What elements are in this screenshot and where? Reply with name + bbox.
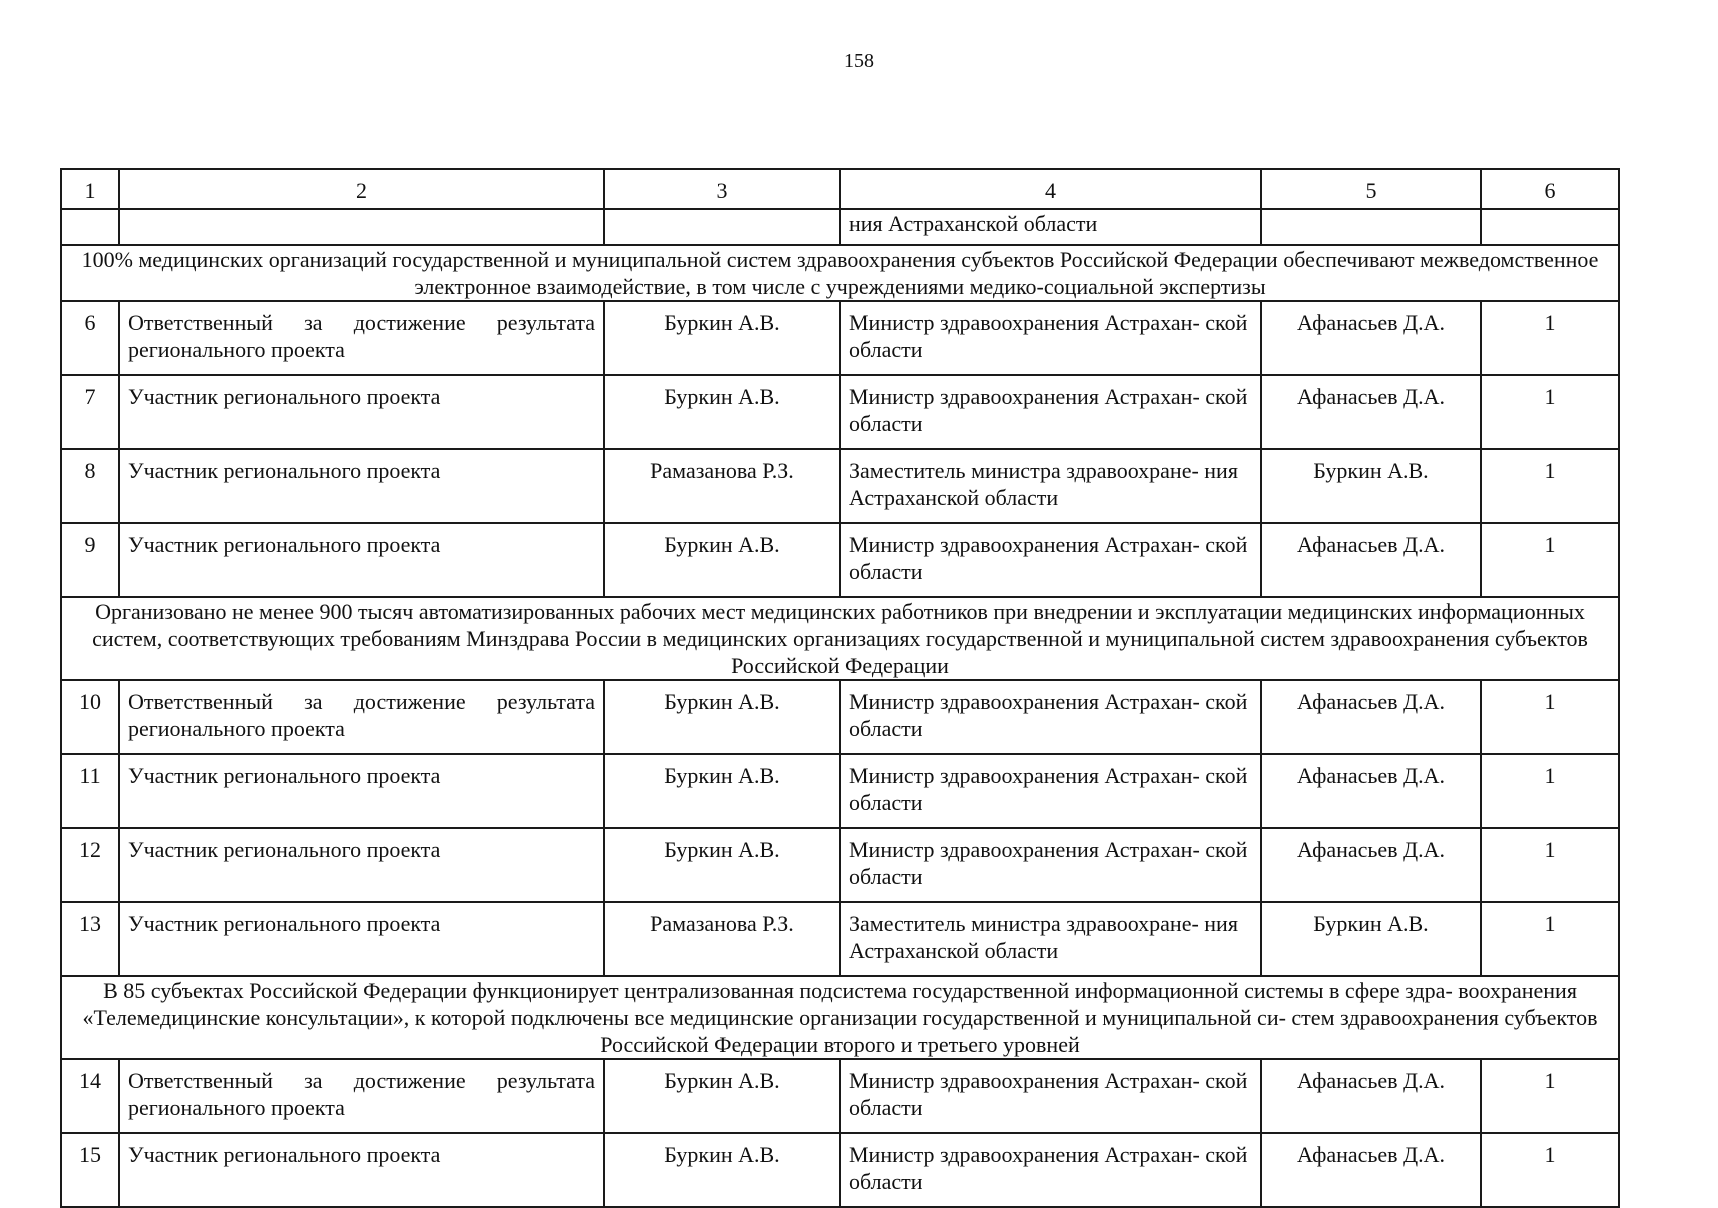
column-number-6: 6 (1481, 169, 1619, 209)
cell-person: Буркин А.В. (604, 828, 840, 902)
column-number-5: 5 (1261, 169, 1481, 209)
responsibility-table (60, 168, 1620, 1208)
cell-person: Буркин А.В. (604, 1059, 840, 1133)
column-number-4: 4 (840, 169, 1261, 209)
cell-number: 8 (61, 449, 119, 523)
table-row (61, 1133, 1619, 1207)
cell-number: 10 (61, 680, 119, 754)
cell-position: ния Астраханской области (840, 209, 1261, 245)
cell-position: Министр здравоохранения Астрахан- ской области (840, 680, 1261, 754)
section-heading: В 85 субъектах Российской Федерации функционирует централизованная подсистема государственной информационной системы в сфере здра- воохранения «Телемедицинские консультации», к которой подключены все медицинские организации государственной и муниципальной си- стем здравоохранения субъектов Российской Федерации второго и третьего уровней (61, 976, 1619, 1059)
cell-position: Министр здравоохранения Астрахан- ской области (840, 375, 1261, 449)
cell-share: 1 (1481, 301, 1619, 375)
cell-supervisor (1261, 209, 1481, 245)
cell-position: Министр здравоохранения Астрахан- ской области (840, 301, 1261, 375)
cell-number (61, 209, 119, 245)
cell-role: Участник регионального проекта (119, 1133, 604, 1207)
cell-number: 12 (61, 828, 119, 902)
table-row (61, 523, 1619, 597)
cell-number: 14 (61, 1059, 119, 1133)
cell-role: Ответственный за достижение результата регионального проекта (119, 301, 604, 375)
table-row (61, 754, 1619, 828)
cell-number: 6 (61, 301, 119, 375)
cell-person: Буркин А.В. (604, 523, 840, 597)
cell-share: 1 (1481, 449, 1619, 523)
cell-supervisor: Афанасьев Д.А. (1261, 301, 1481, 375)
table-row (61, 902, 1619, 976)
cell-position: Министр здравоохранения Астрахан- ской области (840, 523, 1261, 597)
cell-share: 1 (1481, 375, 1619, 449)
cell-supervisor: Буркин А.В. (1261, 449, 1481, 523)
cell-person: Буркин А.В. (604, 301, 840, 375)
cell-number: 9 (61, 523, 119, 597)
table-row (61, 1059, 1619, 1133)
cell-role: Участник регионального проекта (119, 375, 604, 449)
section-row (61, 597, 1619, 680)
cell-share: 1 (1481, 754, 1619, 828)
cell-share: 1 (1481, 523, 1619, 597)
cell-supervisor: Афанасьев Д.А. (1261, 375, 1481, 449)
section-row (61, 976, 1619, 1059)
cell-person: Буркин А.В. (604, 754, 840, 828)
cell-role: Ответственный за достижение результата регионального проекта (119, 1059, 604, 1133)
cell-role: Участник регионального проекта (119, 449, 604, 523)
cell-supervisor: Афанасьев Д.А. (1261, 754, 1481, 828)
column-number-1: 1 (61, 169, 119, 209)
cell-role: Участник регионального проекта (119, 828, 604, 902)
cell-share: 1 (1481, 828, 1619, 902)
cell-number: 7 (61, 375, 119, 449)
table-row (61, 375, 1619, 449)
cell-share: 1 (1481, 902, 1619, 976)
section-heading: 100% медицинских организаций государственной и муниципальной систем здравоохранения субъектов Российской Федерации обеспечивают межведомственное электронное взаимодействие, в том числе с учреждениями медико-социальной экспертизы (61, 245, 1619, 301)
cell-person: Рамазанова Р.З. (604, 902, 840, 976)
table-body (61, 169, 1619, 1207)
cell-supervisor: Афанасьев Д.А. (1261, 1133, 1481, 1207)
cell-position: Министр здравоохранения Астрахан- ской области (840, 1059, 1261, 1133)
table-row (61, 828, 1619, 902)
cell-position: Министр здравоохранения Астрахан- ской области (840, 1133, 1261, 1207)
cell-supervisor: Афанасьев Д.А. (1261, 1059, 1481, 1133)
page-number: 158 (844, 50, 874, 72)
cell-person: Буркин А.В. (604, 1133, 840, 1207)
section-heading: Организовано не менее 900 тысяч автоматизированных рабочих мест медицинских работников при внедрении и эксплуатации медицинских информационных систем, соответствующих требованиям Минздрава России в медицинских организациях государственной и муниципальной систем здравоохранения субъектов Российской Федерации (61, 597, 1619, 680)
continuation-row (61, 209, 1619, 245)
cell-person (604, 209, 840, 245)
cell-role: Ответственный за достижение результата регионального проекта (119, 680, 604, 754)
cell-role: Участник регионального проекта (119, 902, 604, 976)
cell-position: Заместитель министра здравоохране- ния Астраханской области (840, 902, 1261, 976)
table-row (61, 449, 1619, 523)
cell-number: 13 (61, 902, 119, 976)
cell-person: Рамазанова Р.З. (604, 449, 840, 523)
cell-number: 15 (61, 1133, 119, 1207)
cell-person: Буркин А.В. (604, 680, 840, 754)
cell-position: Министр здравоохранения Астрахан- ской области (840, 754, 1261, 828)
cell-supervisor: Буркин А.В. (1261, 902, 1481, 976)
cell-position: Заместитель министра здравоохране- ния Астраханской области (840, 449, 1261, 523)
table-row (61, 680, 1619, 754)
section-row (61, 245, 1619, 301)
cell-role: Участник регионального проекта (119, 754, 604, 828)
cell-supervisor: Афанасьев Д.А. (1261, 680, 1481, 754)
cell-number: 11 (61, 754, 119, 828)
cell-supervisor: Афанасьев Д.А. (1261, 828, 1481, 902)
cell-share (1481, 209, 1619, 245)
cell-share: 1 (1481, 1059, 1619, 1133)
cell-role (119, 209, 604, 245)
cell-position: Министр здравоохранения Астрахан- ской области (840, 828, 1261, 902)
cell-supervisor: Афанасьев Д.А. (1261, 523, 1481, 597)
cell-share: 1 (1481, 1133, 1619, 1207)
cell-share: 1 (1481, 680, 1619, 754)
column-number-3: 3 (604, 169, 840, 209)
cell-person: Буркин А.В. (604, 375, 840, 449)
table-row (61, 301, 1619, 375)
column-number-2: 2 (119, 169, 604, 209)
column-number-row (61, 169, 1619, 209)
cell-role: Участник регионального проекта (119, 523, 604, 597)
